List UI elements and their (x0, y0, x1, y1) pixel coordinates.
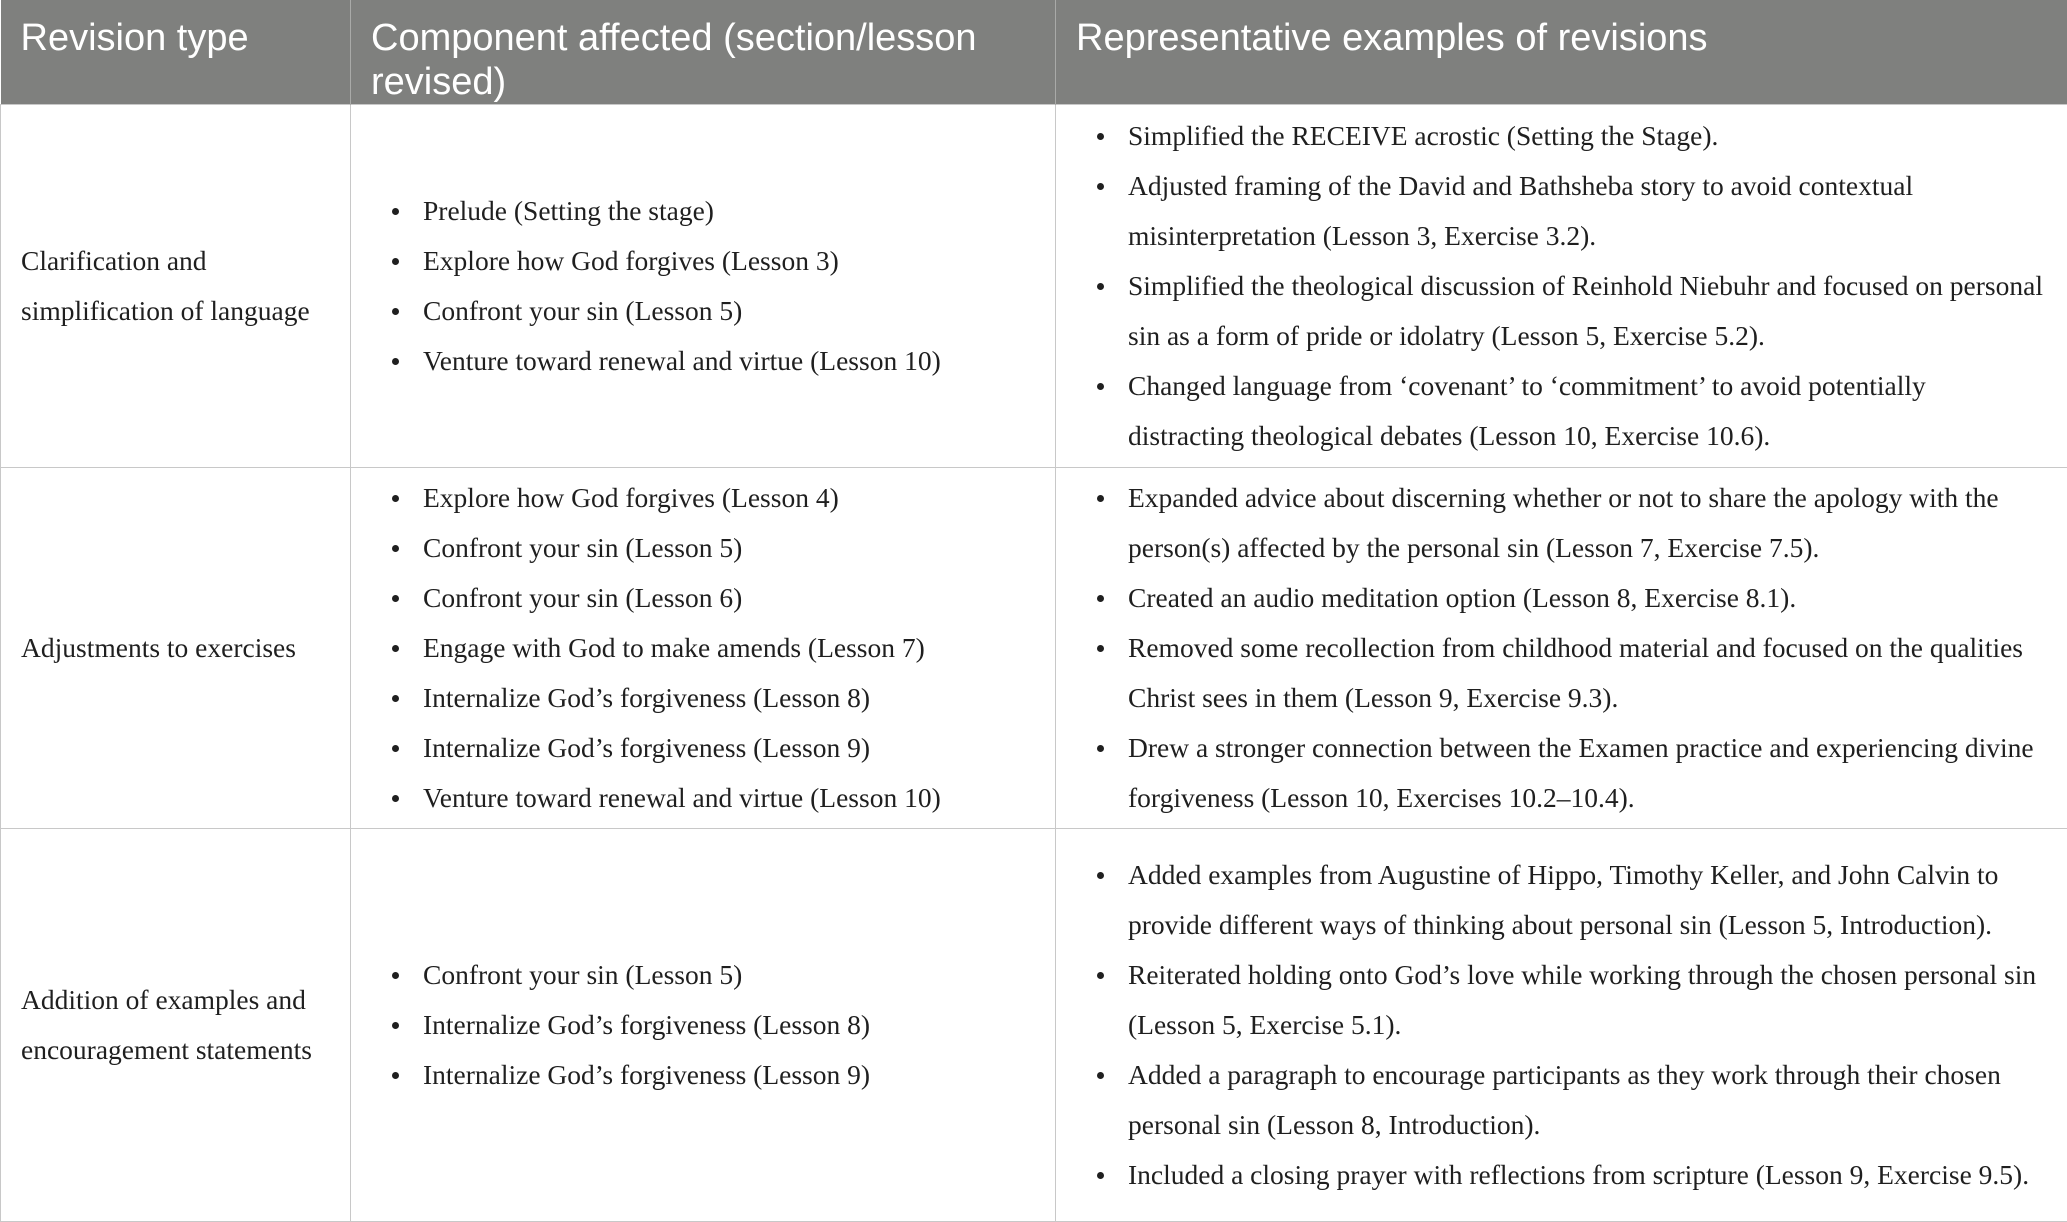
examples-cell (1056, 105, 2067, 468)
list-item: Added a paragraph to encourage participants as they work through their chosen personal sin (Lesson 8, Introduction). (1128, 1050, 2047, 1150)
list-item: Adjusted framing of the David and Bathsheba story to avoid contextual misinterpretation (Lesson 3, Exercise 3.2). (1128, 161, 2047, 261)
list-item: Confront your sin (Lesson 5) (423, 286, 1035, 336)
components-list (371, 473, 1035, 823)
header-component-affected: Component affected (section/lesson revised) (351, 0, 1056, 105)
components-cell (351, 829, 1056, 1222)
table-row (1, 468, 2067, 829)
header-row (1, 0, 2067, 105)
components-list (371, 950, 1035, 1100)
list-item: Venture toward renewal and virtue (Lesson 10) (423, 336, 1035, 386)
list-item: Confront your sin (Lesson 6) (423, 573, 1035, 623)
examples-list (1076, 473, 2047, 823)
components-list (371, 186, 1035, 386)
header-revision-type: Revision type (1, 0, 351, 105)
list-item: Simplified the theological discussion of Reinhold Niebuhr and focused on personal sin as a form of pride or idolatry (Lesson 5, Exercise 5.2). (1128, 261, 2047, 361)
list-item: Prelude (Setting the stage) (423, 186, 1035, 236)
table-row (1, 105, 2067, 468)
list-item: Drew a stronger connection between the Examen practice and experiencing divine forgiveness (Lesson 10, Exercises 10.2–10.4). (1128, 723, 2047, 823)
revision-type-cell: Addition of examples and encouragement statements (1, 829, 351, 1222)
list-item: Removed some recollection from childhood material and focused on the qualities Christ sees in them (Lesson 9, Exercise 9.3). (1128, 623, 2047, 723)
list-item: Simplified the RECEIVE acrostic (Setting the Stage). (1128, 111, 2047, 161)
list-item: Confront your sin (Lesson 5) (423, 950, 1035, 1000)
table-row (1, 829, 2067, 1222)
list-item: Created an audio meditation option (Lesson 8, Exercise 8.1). (1128, 573, 2047, 623)
list-item: Venture toward renewal and virtue (Lesson 10) (423, 773, 1035, 823)
list-item: Explore how God forgives (Lesson 3) (423, 236, 1035, 286)
list-item: Internalize God’s forgiveness (Lesson 9) (423, 1050, 1035, 1100)
revision-type-cell: Adjustments to exercises (1, 468, 351, 829)
list-item: Reiterated holding onto God’s love while working through the chosen personal sin (Lesson 5, Exercise 5.1). (1128, 950, 2047, 1050)
list-item: Added examples from Augustine of Hippo, Timothy Keller, and John Calvin to provide different ways of thinking about personal sin (Lesson 5, Introduction). (1128, 850, 2047, 950)
list-item: Internalize God’s forgiveness (Lesson 9) (423, 723, 1035, 773)
list-item: Confront your sin (Lesson 5) (423, 523, 1035, 573)
revision-type-cell: Clarification and simplification of language (1, 105, 351, 468)
list-item: Engage with God to make amends (Lesson 7) (423, 623, 1035, 673)
components-cell (351, 105, 1056, 468)
list-item: Internalize God’s forgiveness (Lesson 8) (423, 673, 1035, 723)
examples-list (1076, 850, 2047, 1200)
list-item: Expanded advice about discerning whether or not to share the apology with the person(s) affected by the personal sin (Lesson 7, Exercise 7.5). (1128, 473, 2047, 573)
examples-cell (1056, 829, 2067, 1222)
components-cell (351, 468, 1056, 829)
list-item: Included a closing prayer with reflections from scripture (Lesson 9, Exercise 9.5). (1128, 1150, 2047, 1200)
header-examples: Representative examples of revisions (1056, 0, 2067, 105)
list-item: Changed language from ‘covenant’ to ‘commitment’ to avoid potentially distracting theological debates (Lesson 10, Exercise 10.6). (1128, 361, 2047, 461)
examples-list (1076, 111, 2047, 461)
list-item: Internalize God’s forgiveness (Lesson 8) (423, 1000, 1035, 1050)
examples-cell (1056, 468, 2067, 829)
list-item: Explore how God forgives (Lesson 4) (423, 473, 1035, 523)
